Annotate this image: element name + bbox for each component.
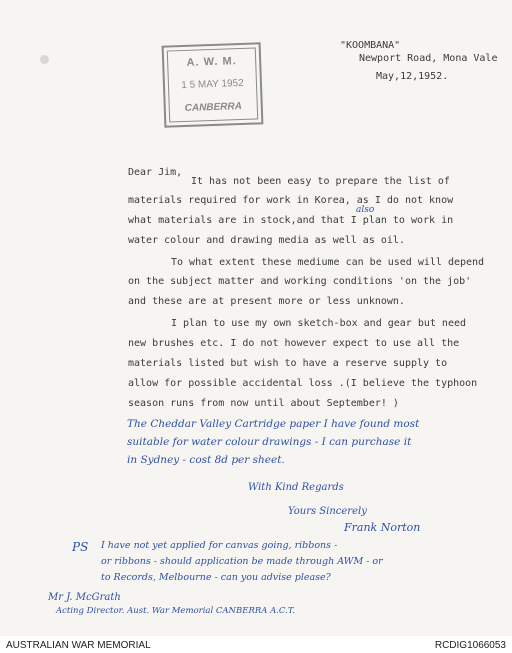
handwritten-note-line: The Cheddar Valley Cartridge paper I have found most bbox=[127, 418, 420, 430]
ps-line: or ribbons - should application be made through AWM - or bbox=[101, 556, 383, 567]
address-house: "KOOMBANA" bbox=[340, 40, 401, 51]
letter-date: May,12,1952. bbox=[376, 71, 449, 82]
ps-line: I have not yet applied for canvas going, ribbons - bbox=[101, 540, 338, 551]
ps-label: PS bbox=[72, 540, 89, 554]
handwritten-note-line: suitable for water colour drawings - I can purchase it bbox=[127, 436, 412, 448]
received-stamp bbox=[162, 42, 264, 127]
ps-line: to Records, Melbourne - can you advise please? bbox=[101, 572, 331, 583]
stamp-line-1: A. W. M. bbox=[186, 55, 237, 69]
closing: With Kind Regards bbox=[248, 482, 344, 493]
body-line: materials listed but wish to have a reserve supply to bbox=[128, 358, 448, 369]
body-line: water colour and drawing media as well as oil. bbox=[128, 235, 405, 246]
address-street: Newport Road, Mona Vale bbox=[359, 53, 498, 64]
punch-hole bbox=[40, 55, 49, 64]
body-line: on the subject matter and working conditions 'on the job' bbox=[128, 276, 472, 287]
body-line: It has not been easy to prepare the list of bbox=[191, 176, 450, 187]
stamp-place: CANBERRA bbox=[184, 100, 243, 114]
footer-archive-name: AUSTRALIAN WAR MEMORIAL bbox=[6, 640, 151, 651]
body-line: what materials are in stock,and that I plan to work in bbox=[128, 215, 454, 226]
yours-sincerely: Yours Sincerely bbox=[288, 506, 367, 517]
body-line: season runs from now until about September! ) bbox=[128, 398, 399, 409]
handwritten-insert: also bbox=[356, 205, 375, 215]
salutation: Dear Jim, bbox=[128, 167, 183, 178]
body-line: I plan to use my own sketch-box and gear but need bbox=[171, 318, 467, 329]
body-line: and these are at present more or less unknown. bbox=[128, 296, 405, 307]
body-line: new brushes etc. I do not however expect to use all the bbox=[128, 338, 460, 349]
addressee-title: Acting Director. Aust. War Memorial CANBERRA A.C.T. bbox=[56, 606, 295, 616]
footer-record-id: RCDIG1066053 bbox=[434, 640, 506, 651]
body-line: To what extent these mediume can be used will depend bbox=[171, 257, 485, 268]
signature: Frank Norton bbox=[344, 521, 421, 534]
handwritten-note-line: in Sydney - cost 8d per sheet. bbox=[127, 454, 285, 466]
stamp-date: 1 5 MAY 1952 bbox=[181, 77, 244, 92]
body-line: allow for possible accidental loss .(I believe the typhoon bbox=[128, 378, 478, 389]
addressee-name: Mr J. McGrath bbox=[48, 592, 121, 603]
body-line: materials required for work in Korea, as I do not know bbox=[128, 195, 454, 206]
